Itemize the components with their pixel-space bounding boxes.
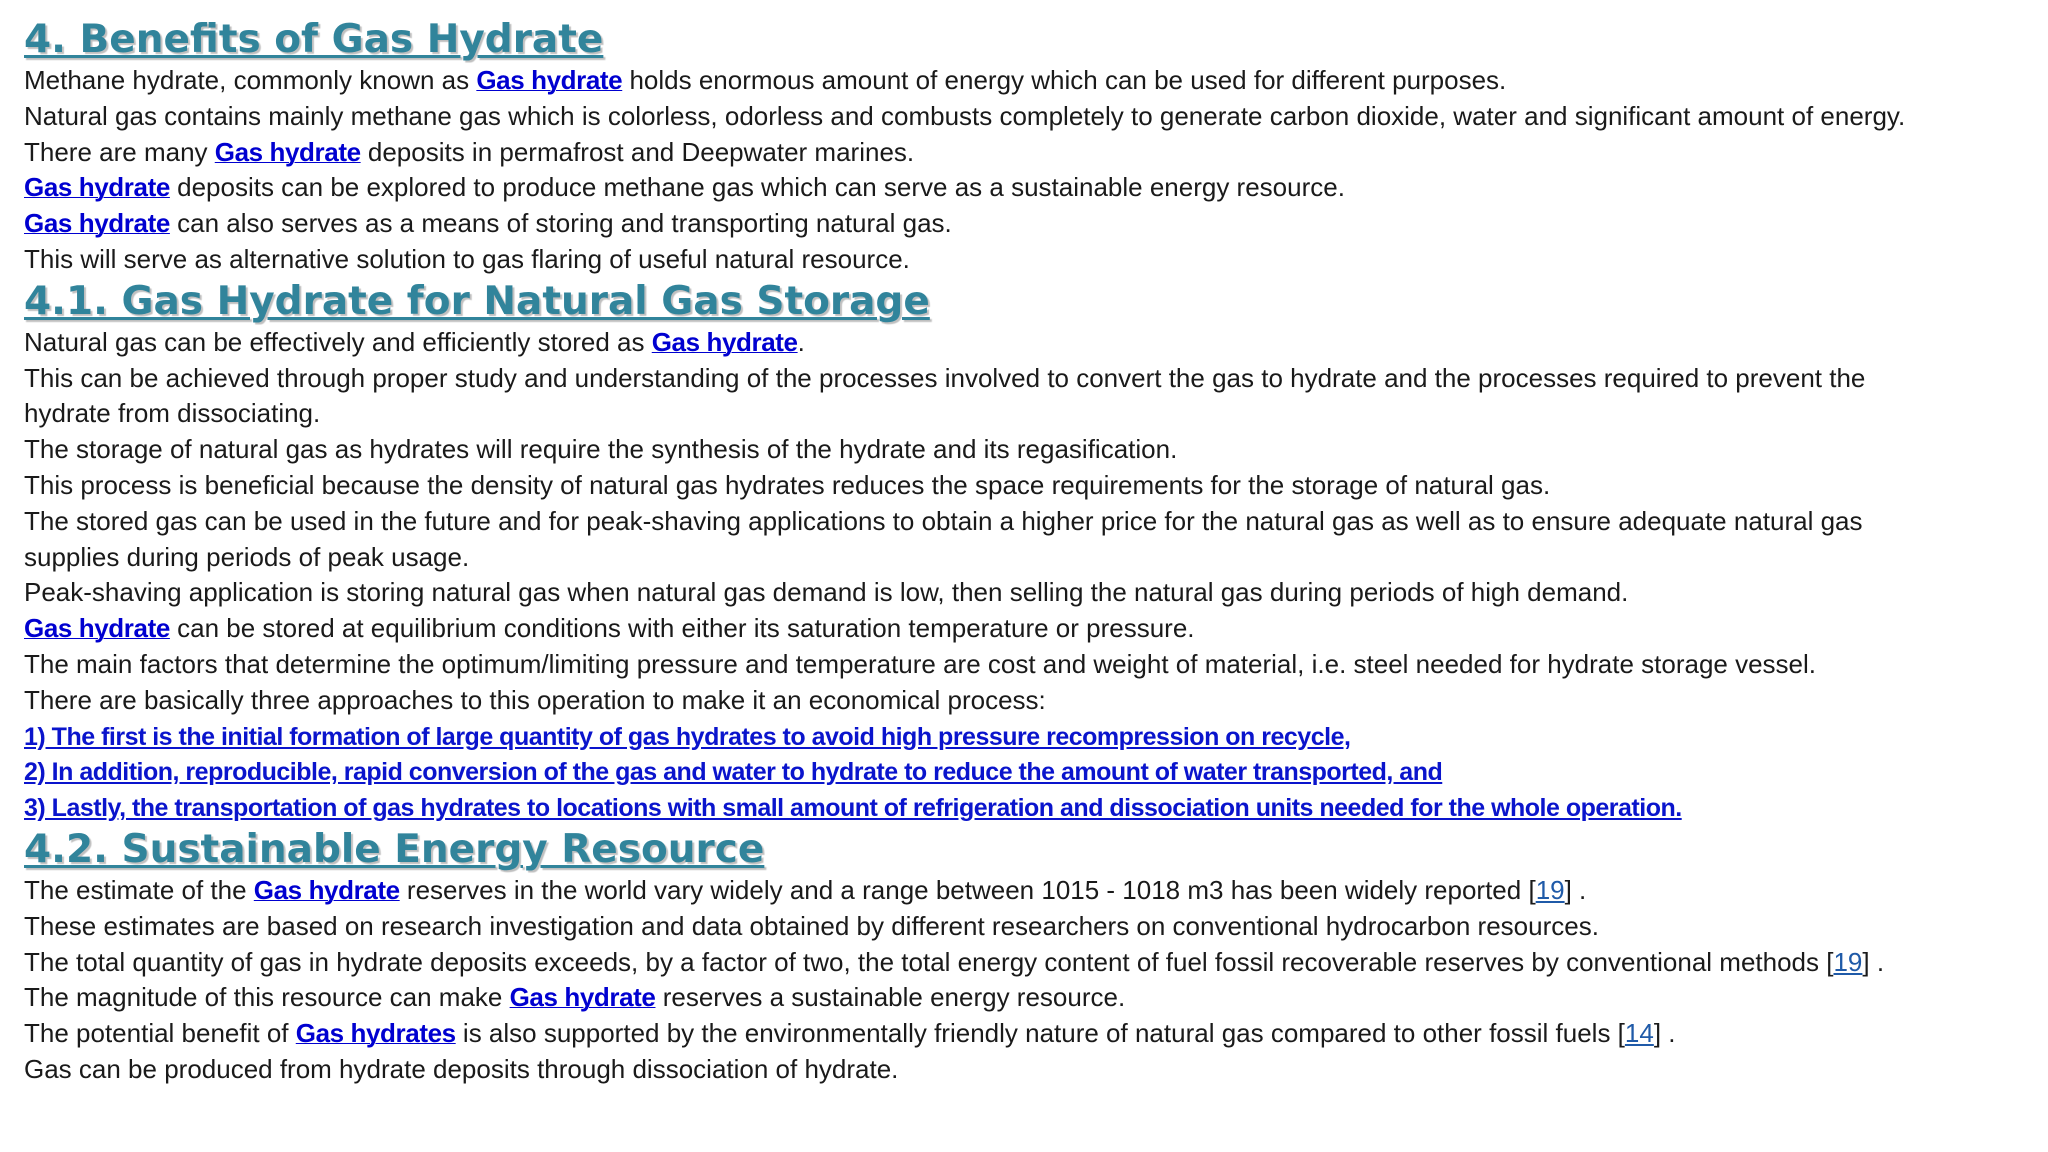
- text-segment: Natural gas can be effectively and efficiently stored as: [24, 326, 652, 357]
- paragraph-line: [24, 647, 2034, 683]
- text-segment: There are many: [24, 136, 215, 167]
- gas-hydrate-link[interactable]: Gas hydrate: [24, 172, 170, 203]
- text-segment: reserves a sustainable energy resource.: [655, 982, 1126, 1013]
- document: [24, 16, 2034, 1088]
- paragraph-line: [24, 361, 2034, 397]
- text-segment: Peak-shaving application is storing natural gas when natural gas demand is low, then selling the natural gas during periods of high demand.: [24, 577, 1629, 608]
- paragraph-line: [24, 242, 2034, 278]
- gas-hydrate-link[interactable]: Gas hydrate: [509, 982, 656, 1013]
- text-segment: .: [797, 326, 805, 357]
- paragraph-line: [24, 790, 2034, 826]
- paragraph-line: [24, 325, 2034, 361]
- paragraph-line: [24, 683, 2034, 719]
- section-heading: 4.1. Gas Hydrate for Natural Gas Storage: [24, 278, 930, 324]
- text-segment: Natural gas contains mainly methane gas which is colorless, odorless and combusts completely to generate carbon dioxide, water and significant amount of energy.: [24, 100, 1906, 131]
- paragraph-line: [24, 170, 2034, 206]
- gas-hydrate-link[interactable]: Gas hydrates: [295, 1018, 456, 1049]
- paragraph-line: [24, 396, 2034, 432]
- text-segment: supplies during periods of peak usage.: [24, 541, 470, 572]
- text-segment: The storage of natural gas as hydrates will require the synthesis of the hydrate and its regasification.: [24, 434, 1178, 465]
- paragraph-line: [24, 99, 2034, 135]
- section-heading: 4. Benefits of Gas Hydrate: [24, 17, 604, 62]
- gas-hydrate-link[interactable]: Gas hydrate: [651, 326, 798, 357]
- gas-hydrate-link[interactable]: Gas hydrate: [214, 136, 361, 167]
- text-segment: Methane hydrate, commonly known as: [24, 65, 477, 95]
- citation-link[interactable]: 19: [1535, 874, 1565, 905]
- paragraph-line: [24, 980, 2034, 1016]
- approach-list-item[interactable]: 2) In addition, reproducible, rapid conversion of the gas and water to hydrate to reduce the amount of water transported, and: [24, 758, 1443, 787]
- paragraph-line: [24, 719, 2034, 755]
- gas-hydrate-link[interactable]: Gas hydrate: [24, 613, 170, 644]
- paragraph-line: [24, 873, 2034, 909]
- approach-list-item[interactable]: 1) The first is the initial formation of large quantity of gas hydrates to avoid high pressure recompression on recycle,: [24, 722, 1351, 751]
- text-segment: ] .: [1653, 1018, 1676, 1049]
- text-segment: These estimates are based on research investigation and data obtained by different researchers on conventional hydrocarbon resources.: [24, 910, 1599, 941]
- paragraph-line: [24, 432, 2034, 468]
- text-segment: There are basically three approaches to this operation to make it an economical process:: [24, 684, 1046, 715]
- text-segment: The estimate of the: [24, 874, 254, 905]
- text-segment: The potential benefit of: [24, 1018, 296, 1049]
- paragraph-line: [24, 468, 2034, 504]
- text-segment: The magnitude of this resource can make: [24, 982, 510, 1013]
- paragraph-line: [24, 504, 2034, 540]
- text-segment: This process is beneficial because the density of natural gas hydrates reduces the space requirements for the storage of natural gas.: [24, 469, 1551, 500]
- citation-link[interactable]: 19: [1833, 946, 1863, 977]
- paragraph-line: [24, 909, 2034, 945]
- paragraph-line: [24, 540, 2034, 576]
- gas-hydrate-link[interactable]: Gas hydrate: [476, 65, 623, 95]
- paragraph-line: [24, 754, 2034, 790]
- text-segment: This can be achieved through proper study and understanding of the processes involved to convert the gas to hydrate and the processes required to prevent the: [24, 362, 1866, 393]
- text-segment: ] .: [1564, 874, 1587, 905]
- text-segment: The stored gas can be used in the future and for peak-shaving applications to obtain a higher price for the natural gas as well as to ensure adequate natural gas: [24, 505, 1863, 536]
- paragraph-line: [24, 945, 2034, 981]
- text-segment: The main factors that determine the optimum/limiting pressure and temperature are cost and weight of material, i.e. steel needed for hydrate storage vessel.: [24, 648, 1817, 679]
- citation-link[interactable]: 14: [1624, 1018, 1654, 1049]
- text-segment: hydrate from dissociating.: [24, 398, 321, 429]
- text-segment: deposits in permafrost and Deepwater marines.: [360, 136, 915, 167]
- text-segment: ] .: [1862, 946, 1885, 977]
- text-segment: can also serves as a means of storing and transporting natural gas.: [169, 208, 952, 239]
- gas-hydrate-link[interactable]: Gas hydrate: [24, 208, 170, 239]
- text-segment: Gas can be produced from hydrate deposits through dissociation of hydrate.: [24, 1053, 899, 1084]
- text-segment: is also supported by the environmentally friendly nature of natural gas compared to other fossil fuels [: [455, 1018, 1625, 1049]
- paragraph-line: [24, 135, 2034, 171]
- section-heading: 4.2. Sustainable Energy Resource: [24, 826, 765, 872]
- text-segment: deposits can be explored to produce methane gas which can serve as a sustainable energy resource.: [169, 172, 1345, 203]
- paragraph-line: [24, 611, 2034, 647]
- paragraph-line: [24, 206, 2034, 242]
- text-segment: holds enormous amount of energy which can be used for different purposes.: [622, 65, 1507, 95]
- paragraph-line: [24, 575, 2034, 611]
- text-segment: reserves in the world vary widely and a range between 1015 - 1018 m3 has been widely reported [: [399, 874, 1536, 905]
- paragraph-line: [24, 1016, 2034, 1052]
- gas-hydrate-link[interactable]: Gas hydrate: [253, 874, 400, 905]
- text-segment: This will serve as alternative solution to gas flaring of useful natural resource.: [24, 243, 910, 274]
- text-segment: The total quantity of gas in hydrate deposits exceeds, by a factor of two, the total energy content of fuel fossil recoverable reserves by conventional methods [: [24, 946, 1834, 977]
- text-segment: can be stored at equilibrium conditions with either its saturation temperature or pressure.: [169, 613, 1195, 644]
- paragraph-line: [24, 63, 2034, 99]
- approach-list-item[interactable]: 3) Lastly, the transportation of gas hydrates to locations with small amount of refrigeration and dissociation units needed for the whole operation.: [24, 794, 1682, 823]
- paragraph-line: [24, 1052, 2034, 1088]
